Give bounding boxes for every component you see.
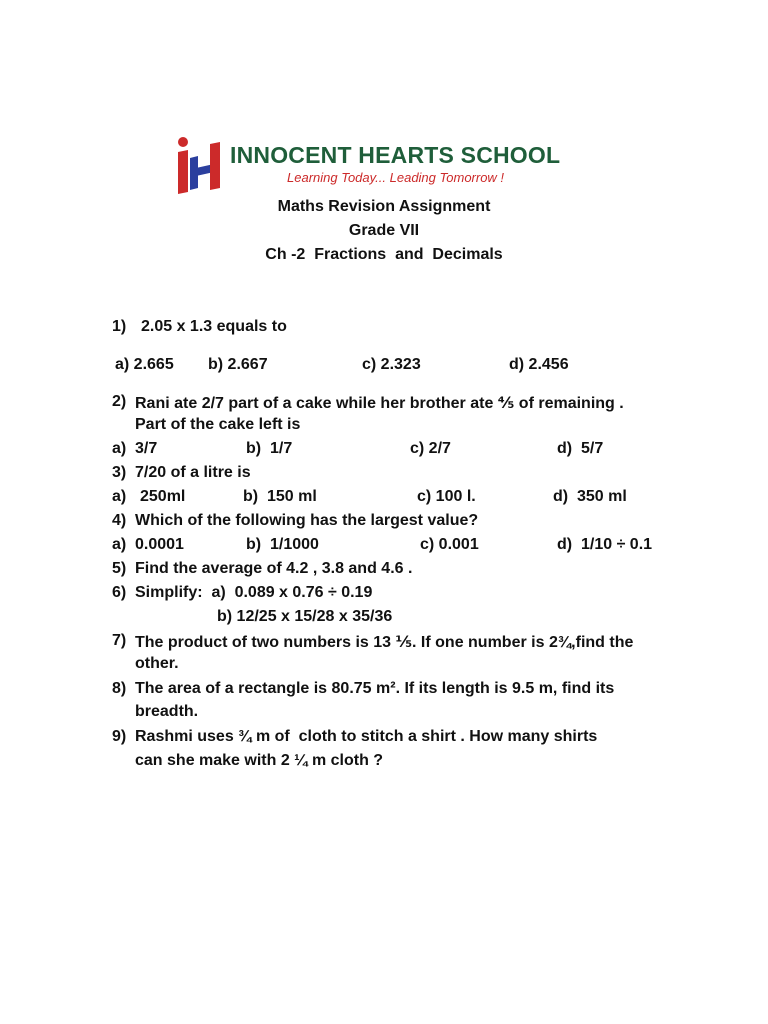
q4-option-a: 0.0001 bbox=[135, 536, 184, 553]
q2-text-line2: Part of the cake left is bbox=[135, 416, 301, 433]
q4-option-a-label: a) bbox=[112, 536, 127, 553]
q2-option-a-label: a) bbox=[112, 440, 127, 457]
assignment-title: Maths Revision Assignment bbox=[277, 198, 491, 215]
chapter-label: Ch -2 Fractions and Decimals bbox=[265, 246, 503, 263]
q9-text-line1: Rashmi uses ¾ m of cloth to stitch a shirt . How many shirts bbox=[135, 728, 598, 745]
q1-option-d: d) 2.456 bbox=[509, 356, 569, 373]
q2-text-line1: Rani ate 2/7 part of a cake while her brother ate ⅘ of remaining . bbox=[135, 395, 624, 412]
q5-text: Find the average of 4.2 , 3.8 and 4.6 . bbox=[135, 560, 413, 577]
q6-text-line1: Simplify: a) 0.089 x 0.76 ÷ 0.19 bbox=[135, 584, 373, 601]
q4-option-c: c) 0.001 bbox=[420, 536, 479, 553]
q2-option-b: b) 1/7 bbox=[246, 440, 293, 457]
q2-option-a: 3/7 bbox=[135, 440, 158, 457]
q8-number: 8) bbox=[112, 680, 127, 697]
q2-option-d: d) 5/7 bbox=[557, 440, 604, 457]
q1-option-c: c) 2.323 bbox=[362, 356, 421, 373]
school-emblem-icon bbox=[176, 136, 222, 194]
school-name: INNOCENT HEARTS SCHOOL bbox=[230, 142, 561, 168]
q4-option-d: d) 1/10 ÷ 0.1 bbox=[557, 536, 653, 553]
school-logo bbox=[152, 120, 630, 192]
q7-text-line2: other. bbox=[135, 655, 179, 672]
q8-text-line1: The area of a rectangle is 80.75 m². If its length is 9.5 m, find its bbox=[135, 680, 615, 697]
q3-option-a: 250ml bbox=[140, 488, 186, 505]
q1-option-b: b) 2.667 bbox=[208, 356, 268, 373]
q7-number: 7) bbox=[112, 632, 127, 649]
q3-option-b: b) 150 ml bbox=[243, 488, 317, 505]
q5-number: 5) bbox=[112, 560, 127, 577]
q1-number: 1) bbox=[112, 318, 127, 335]
q3-text: 7/20 of a litre is bbox=[135, 464, 251, 481]
q7-text-line1: The product of two numbers is 13 ⅕. If one number is 2¾,find the bbox=[135, 634, 634, 651]
q4-text: Which of the following has the largest value? bbox=[135, 512, 479, 529]
q3-number: 3) bbox=[112, 464, 127, 481]
q1-option-a: a) 2.665 bbox=[115, 356, 174, 373]
q3-option-d: d) 350 ml bbox=[553, 488, 627, 505]
q4-number: 4) bbox=[112, 512, 127, 529]
q9-number: 9) bbox=[112, 728, 127, 745]
q6-text-line2: b) 12/25 x 15/28 x 35/36 bbox=[217, 608, 393, 625]
q2-number: 2) bbox=[112, 393, 127, 410]
q4-option-b: b) 1/1000 bbox=[246, 536, 319, 553]
q6-number: 6) bbox=[112, 584, 127, 601]
q1-text: 2.05 x 1.3 equals to bbox=[141, 318, 287, 335]
q8-text-line2: breadth. bbox=[135, 703, 199, 720]
grade-label: Grade VII bbox=[348, 222, 420, 239]
q2-option-c: c) 2/7 bbox=[410, 440, 451, 457]
school-tagline: Learning Today... Leading Tomorrow ! bbox=[287, 170, 505, 185]
q3-option-c: c) 100 l. bbox=[417, 488, 476, 505]
q9-text-line2: can she make with 2 ¼ m cloth ? bbox=[135, 752, 384, 769]
q3-option-a-label: a) bbox=[112, 488, 127, 505]
